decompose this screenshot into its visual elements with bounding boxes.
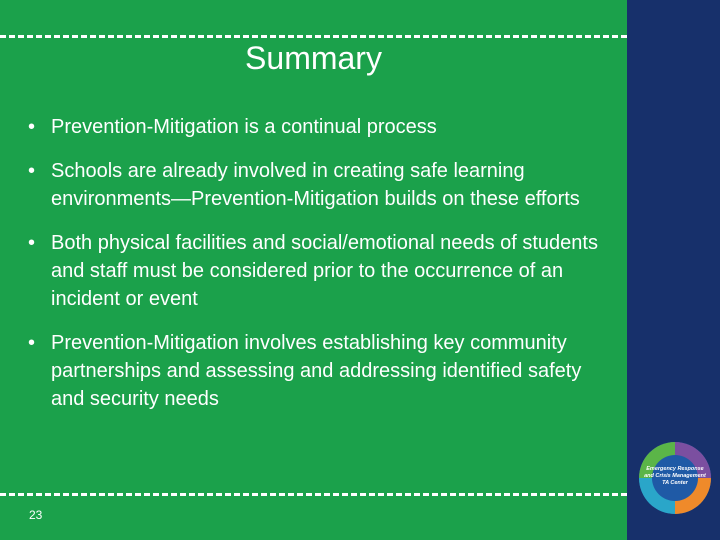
bullet-text: Schools are already involved in creating safe learning environments—Prevention-Mitigation builds on these efforts (51, 160, 580, 210)
bullet-item (28, 113, 608, 141)
slide-title (0, 40, 627, 77)
bullet-item (28, 157, 608, 213)
top-dashed-divider (0, 35, 627, 38)
bullet-item (28, 229, 608, 313)
bullet-marker: • (28, 160, 36, 182)
bullet-marker: • (28, 332, 36, 354)
logo-line-1: Emergency Response (646, 466, 704, 472)
bullet-text: Prevention-Mitigation is a continual process (51, 116, 437, 138)
bottom-dashed-divider (0, 493, 627, 496)
bullet-marker: • (28, 116, 36, 138)
bullet-text: Both physical facilities and social/emotional needs of students and staff must be considered prior to the occurrence of an incident or event (51, 232, 598, 310)
bullet-text: Prevention-Mitigation involves establishing key community partnerships and assessing and addressing identified safety and security needs (51, 332, 582, 410)
logo-line-3: TA Center (662, 480, 688, 486)
slide-title-text: Summary (245, 40, 382, 76)
logo-line-2: and Crisis Management (644, 473, 706, 479)
bullet-marker: • (28, 232, 36, 254)
bullet-list (28, 113, 608, 429)
page-number: 23 (29, 508, 43, 522)
logo-caption (638, 466, 712, 487)
bullet-item (28, 329, 608, 413)
